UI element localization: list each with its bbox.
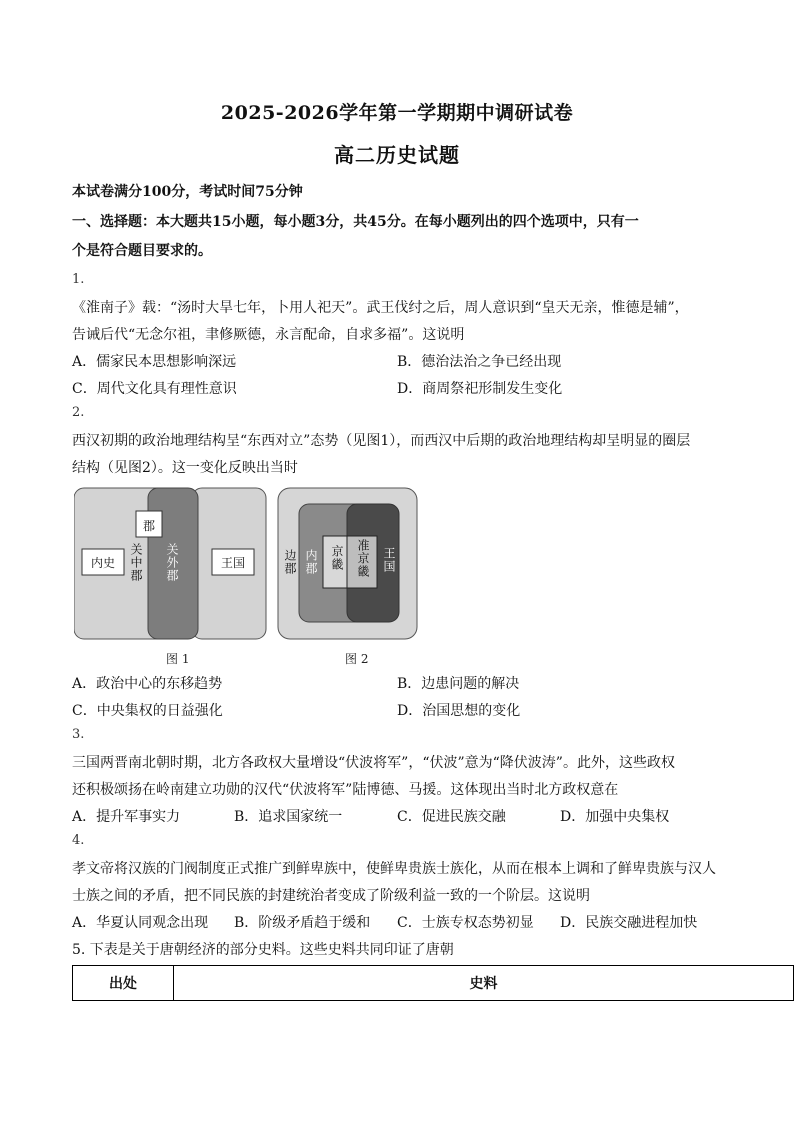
option-a: A．华夏认同观念出现 xyxy=(72,915,209,931)
source-table xyxy=(72,965,794,1001)
question-stem-line: 5. 下表是关于唐朝经济的部分史料。这些史料共同印证了唐朝 xyxy=(72,942,454,958)
table-header-row xyxy=(73,966,794,1001)
question-stem-line: 还积极颂扬在岭南建立功勋的汉代“伏波将军”陆博德、马援。这体现出当时北方政权意在 xyxy=(72,782,619,798)
label-jun: 郡 xyxy=(142,519,155,533)
question-stem-line: 孝文帝将汉族的门阀制度正式推广到鲜卑族中，使鲜卑贵族士族化，从而在根本上调和了鲜卑贵族与汉人 xyxy=(72,861,716,877)
option-a: A．政治中心的东移趋势 xyxy=(72,676,223,692)
question-stem-line: 西汉初期的政治地理结构呈“东西对立”态势（见图1），而西汉中后期的政治地理结构却呈明显的圈层 xyxy=(72,433,691,449)
option-b: B．德治法治之争已经出现 xyxy=(397,354,562,370)
section-heading-line2: 个是符合题目要求的。 xyxy=(72,243,212,259)
question-stem-line: 士族之间的矛盾，把不同民族的封建统治者变成了阶级利益一致的一个阶层。这说明 xyxy=(72,888,590,904)
question-number: 4. xyxy=(72,833,85,848)
question-stem-line: 告诫后代“无念尔祖，聿修厥德，永言配命，自求多福”。这说明 xyxy=(72,327,465,343)
option-d: D．民族交融进程加快 xyxy=(560,915,698,931)
option-d: D．加强中央集权 xyxy=(560,809,670,825)
label-neijun: 内郡 xyxy=(304,549,318,575)
option-d: D．治国思想的变化 xyxy=(397,703,521,719)
exam-subtitle: 高二历史试题 xyxy=(334,143,460,167)
figure-1-caption: 图 1 xyxy=(166,652,190,666)
exam-title: 2025-2026学年第一学期期中调研试卷 xyxy=(220,102,574,124)
label-bianjun: 边郡 xyxy=(283,549,297,575)
label-wangguo: 王国 xyxy=(220,556,245,570)
option-b: B．边患问题的解决 xyxy=(397,676,520,692)
question-stem-line: 结构（见图2）。这一变化反映出当时 xyxy=(72,460,298,476)
section-heading-line1: 一、选择题：本大题共15小题，每小题3分，共45分。在每小题列出的四个选项中，只有一 xyxy=(72,214,639,230)
question-stem-line: 三国两晋南北朝时期，北方各政权大量增设“伏波将军”，“伏波”意为“降伏波涛”。此外，这些政权 xyxy=(72,755,675,771)
exam-info: 本试卷满分100分，考试时间75分钟 xyxy=(72,184,303,200)
option-b: B．追求国家统一 xyxy=(234,809,343,825)
label-wangguo-2: 王国 xyxy=(382,547,396,573)
option-c: C．中央集权的日益强化 xyxy=(72,703,223,719)
figure-2-diagram xyxy=(277,487,419,641)
label-jingji: 京畿 xyxy=(330,545,344,571)
question-number: 2. xyxy=(72,405,85,420)
question-stem-line: 《淮南子》载：“汤时大旱七年，卜用人祀天”。武王伐纣之后，周人意识到“皇天无亲，惟德是辅”， xyxy=(72,300,689,316)
option-b: B．阶级矛盾趋于缓和 xyxy=(234,915,371,931)
option-c: C．周代文化具有理性意识 xyxy=(72,381,237,397)
label-zhunjingji: 准京畿 xyxy=(356,539,370,578)
question-number: 3. xyxy=(72,727,85,742)
option-a: A．提升军事实力 xyxy=(72,809,181,825)
figure-2-caption: 图 2 xyxy=(345,652,369,666)
table-header-material: 史料 xyxy=(174,966,794,1001)
option-c: C．促进民族交融 xyxy=(397,809,506,825)
figure-1-diagram xyxy=(74,487,268,641)
label-neishi: 内史 xyxy=(90,556,115,570)
label-guanwai: 关外郡 xyxy=(165,543,179,582)
table-header-source: 出处 xyxy=(73,966,174,1001)
label-guanzhong: 关中郡 xyxy=(129,543,143,582)
option-a: A．儒家民本思想影响深远 xyxy=(72,354,237,370)
option-c: C．士族专权态势初显 xyxy=(397,915,534,931)
question-number: 1. xyxy=(72,272,85,287)
option-d: D．商周祭祀形制发生变化 xyxy=(397,381,563,397)
